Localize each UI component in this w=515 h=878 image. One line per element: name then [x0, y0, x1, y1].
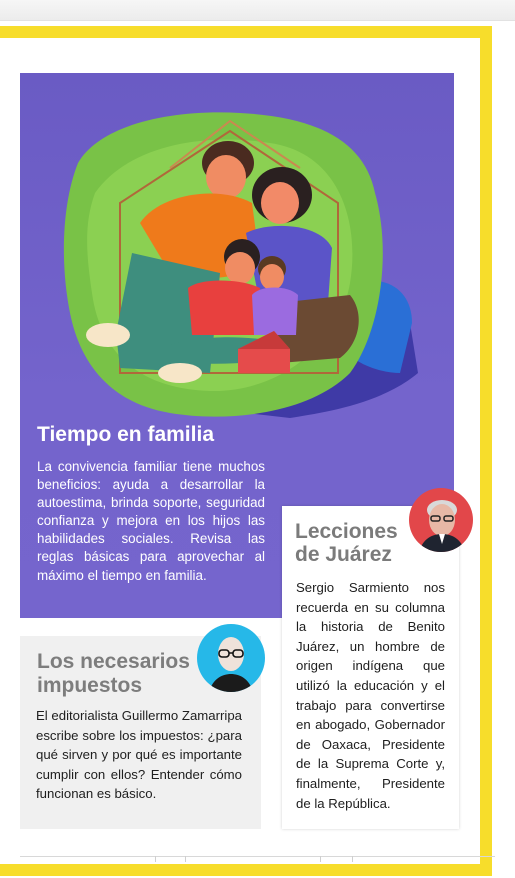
card-title: Lecciones de Juárez: [295, 520, 398, 566]
divider-tick: [155, 856, 156, 862]
juarez-lessons-card: [282, 506, 459, 829]
divider-tick: [320, 856, 321, 862]
family-illustration: [20, 73, 454, 443]
card-body: Sergio Sarmiento nos recuerda en su columna la historia de Benito Juárez, un hombre de origen indígena que utilizó la educación y el trabajo para convertirse en abogado, Gobernador de Oaxaca, Presidente de la Suprema Corte y, finalmente, Presidente de la República.: [296, 580, 445, 811]
columnist-avatar: [409, 488, 473, 552]
bottom-divider: [20, 856, 495, 857]
divider-tick: [185, 856, 186, 862]
card-title: Los necesarios impuestos: [37, 650, 190, 697]
feature-title: Tiempo en familia: [37, 423, 214, 446]
person-portrait-icon: [409, 488, 473, 552]
feature-body: La convivencia familiar tiene muchos beneficios: ayuda a desarrollar la autoestima, brinda soporte, seguridad confianza y mejora en los hijos las habilidades sociales. Revisa las reglas básicas para aprovechar al máximo el tiempo en familia.: [37, 459, 265, 583]
divider-tick: [352, 856, 353, 862]
browser-top-bar: [0, 0, 515, 21]
person-portrait-icon: [197, 624, 265, 692]
card-body: El editorialista Guillermo Zamarripa escribe sobre los impuestos: ¿para qué sirven y por qué es importante cumplir con ellos? Entender cómo funcionan es básico.: [36, 708, 242, 802]
editorialist-avatar: [197, 624, 265, 692]
